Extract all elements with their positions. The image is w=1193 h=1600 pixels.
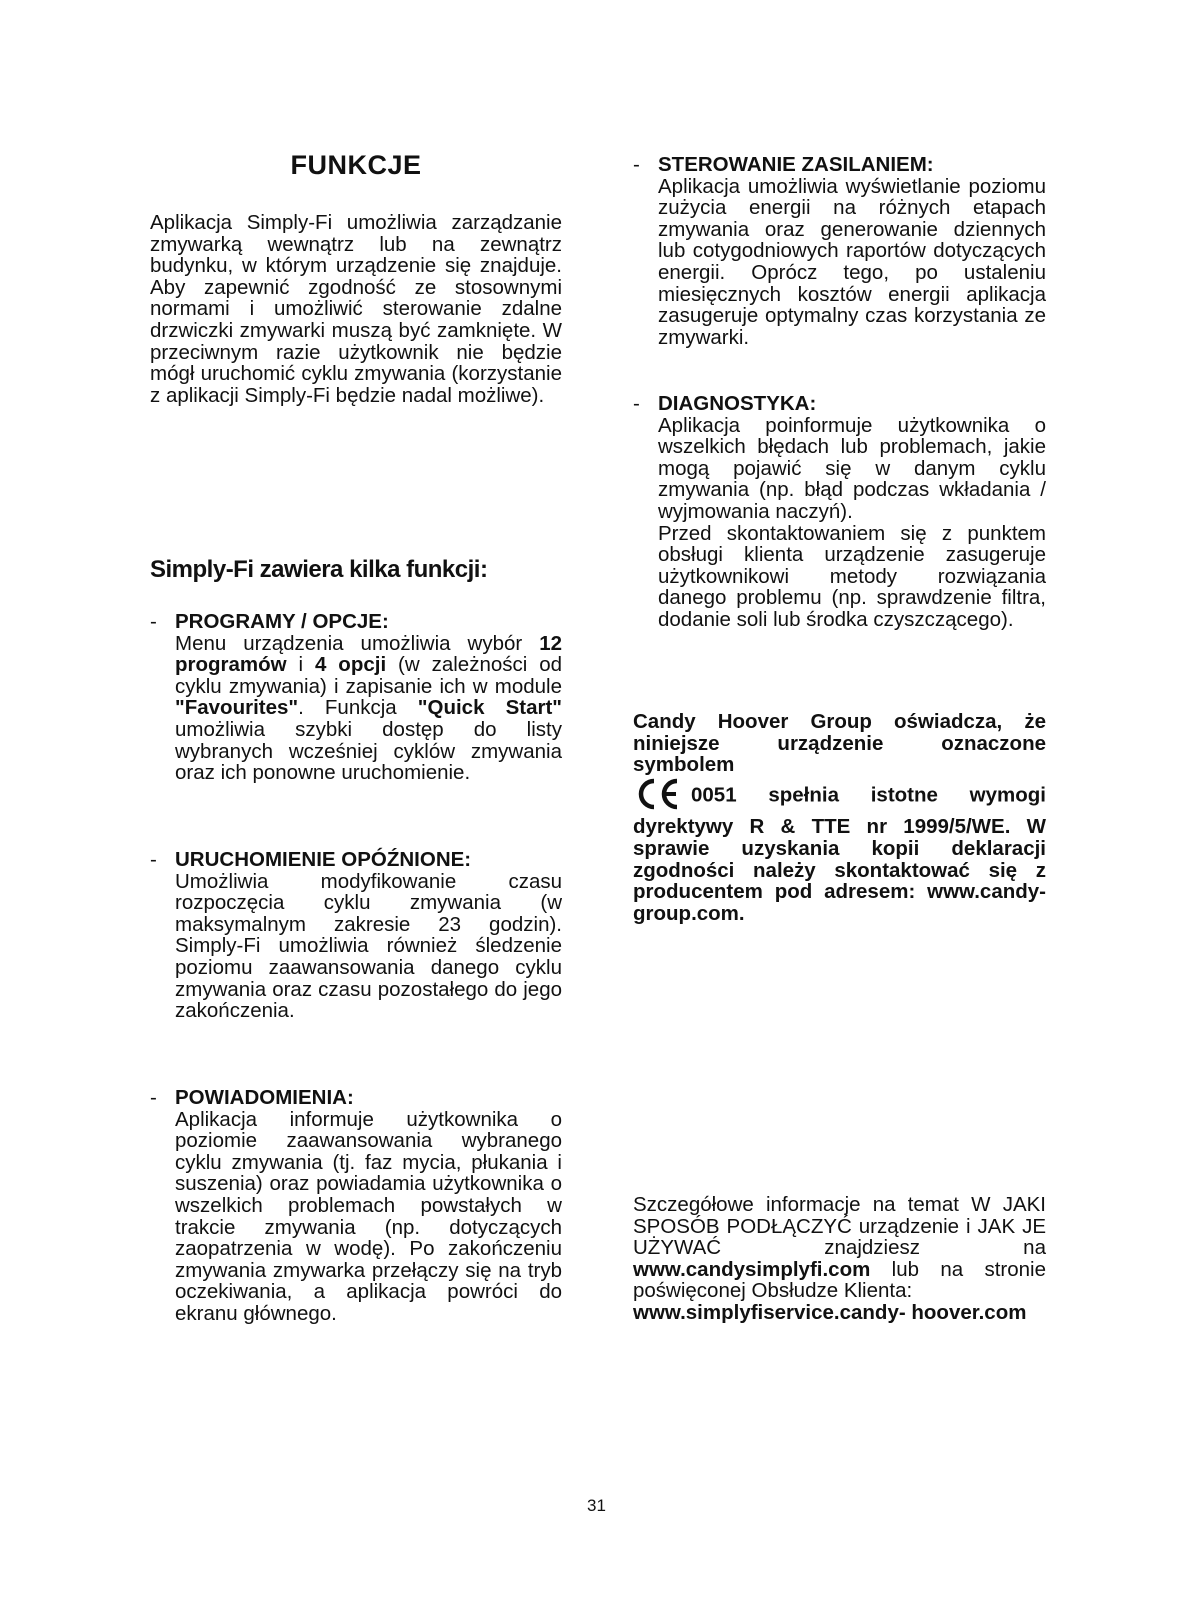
feature-text: Aplikacja poinformuje użytkownika o wszelkich błędach lub problemach, jakie mogą pojawić się w danym cyklu zmywania (np. błąd podczas wkładania / wyjmowania naczyń). [658,413,1046,523]
section-subtitle: Simply-Fi zawiera kilka funkcji: [150,556,488,583]
feature-text-2: Przed skontaktowaniem się z punktem obsługi klienta urządzenie zasugeruje użytkownikowi metody rozwiązania danego problemu (np. sprawdzenie filtra, dodanie soli lub środka czyszczącego). [658,521,1046,631]
intro-paragraph: Aplikacja Simply-Fi umożliwia zarządzanie zmywarką wewnątrz lub na zewnątrz budynku, w którym urządzenie się znajduje. Aby zapewnić zgodność ze stosownymi normami i umożliwić sterowanie zdalne drzwiczki zmywarki muszą być zamknięte. W przeciwnym razie użytkownik nie będzie mógł uruchomić cyklu zmywania (korzystanie z aplikacji Simply-Fi będzie nadal możliwe). [150,211,562,407]
feature-programy-opcje [150,611,562,784]
feature-text: Menu urządzenia umożliwia wybór 12 programów i 4 opcji (w zależności od cyklu zmywania) i zapisanie ich w module "Favourites". Funkcja "Quick Start" umożliwia szybki dostęp do listy wybranych wcześniej cyklów zmywania oraz ich ponowne uruchomienie. [175,631,563,785]
ce-mark-icon [633,776,683,817]
ce-declaration [633,711,1046,924]
page-title: FUNKCJE [290,150,422,180]
feature-title: STEROWANIE ZASILANIEM: [658,153,934,176]
feature-diagnostyka [633,393,1046,631]
service-link[interactable]: www.simplyfiservice.candy- hoover.com [633,1300,1027,1324]
feature-title: PROGRAMY / OPCJE: [175,610,389,633]
feature-text: Aplikacja informuje użytkownika o poziomie zaawansowania wybranego cyklu zmywania (tj. faz mycia, płukania i suszenia) oraz powiadamia użytkownika o wszelkich problemach powstałych w trakcie zmywania (np. dotyczących zaopatrzenia w wodę). Po zakończeniu zmywania zmywarka przełączy się na tryb oczekiwania, a aplikacja powróci do ekranu głównego. [175,1107,562,1325]
feature-text: Umożliwia modyfikowanie czasu rozpoczęcia cyklu zmywania (w maksymalnym zakresie 23 godzin). Simply-Fi umożliwia również śledzenie poziomu zaawansowania danego cyklu zmywania oraz czasu pozostałego do jego zakończenia. [175,869,562,1023]
feature-title: URUCHOMIENIE OPÓŹNIONE: [175,848,472,871]
feature-uruchomienie-opoznione [150,849,562,1022]
feature-powiadomienia [150,1087,562,1325]
feature-title: DIAGNOSTYKA: [658,392,817,415]
declaration-text-a: Candy Hoover Group oświadcza, że niniejsze urządzenie oznaczone symbolem [633,710,1046,777]
list-dash: - [150,848,157,871]
list-dash: - [150,610,157,633]
list-dash: - [633,392,640,415]
list-dash: - [633,153,640,176]
page-number: 31 [587,1496,606,1515]
website-link[interactable]: www.candysimplyfi.com [633,1257,871,1281]
declaration-text-b: 0051 spełnia istotne wymogi dyrektywy R & TTE nr 1999/5/WE. W sprawie uzyskania kopii deklaracji zgodności należy skontaktować się z producentem pod adresem: www.candy-group.com. [633,776,1046,925]
info-paragraph: Szczegółowe informacje na temat W JAKI SPOSÓB PODŁĄCZYĆ urządzenie i JAK JE UŻYWAĆ znajdziesz na www.candysimplyfi.com lub na stronie poświęconej Obsłudze Klienta: www.simplyfiservice.candy- hoover.com [633,1193,1046,1324]
list-dash: - [150,1086,157,1109]
feature-text: Aplikacja umożliwia wyświetlanie poziomu zużycia energii na różnych etapach zmywania oraz generowanie dziennych lub cotygodniowych raportów dotyczących energii. Oprócz tego, po ustaleniu miesięcznych kosztów energii aplikacja zasugeruje optymalny czas korzystania ze zmywarki. [658,174,1046,349]
feature-sterowanie-zasilaniem [633,154,1046,348]
feature-title: POWIADOMIENIA: [175,1086,354,1109]
